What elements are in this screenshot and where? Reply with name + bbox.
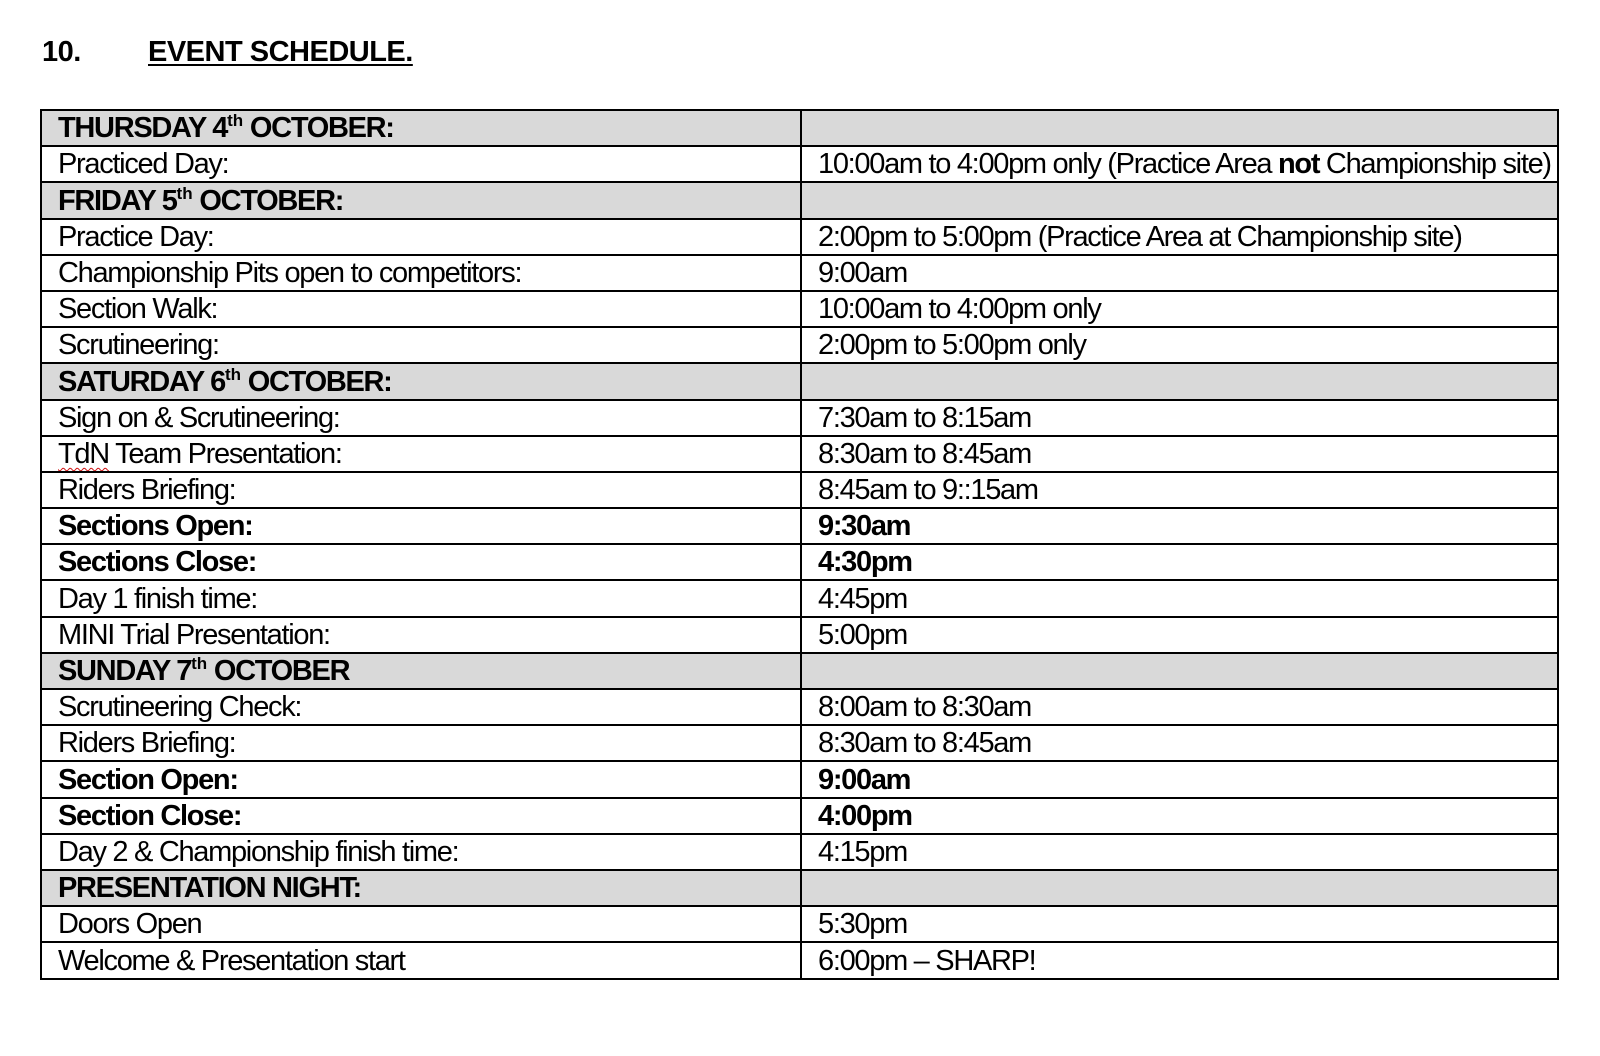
day-time-cell [801,182,1558,218]
schedule-row [41,400,1558,436]
activity-time: 9:00am [801,255,1558,291]
day-header-row [41,653,1558,689]
day-label: THURSDAY 4th OCTOBER: [41,110,801,146]
activity-label: Sections Open: [41,508,801,544]
activity-label: Section Walk: [41,291,801,327]
activity-label: Day 1 finish time: [41,580,801,616]
day-header-row [41,110,1558,146]
activity-label: Scrutineering Check: [41,689,801,725]
day-time-cell [801,870,1558,906]
activity-time: 10:00am to 4:00pm only (Practice Area not Championship site) [801,146,1558,182]
day-header-row [41,182,1558,218]
activity-time: 5:00pm [801,617,1558,653]
activity-label: Riders Briefing: [41,472,801,508]
activity-label: Day 2 & Championship finish time: [41,834,801,870]
activity-time: 4:45pm [801,580,1558,616]
schedule-row [41,436,1558,472]
schedule-row [41,472,1558,508]
day-time-cell [801,363,1558,399]
schedule-row [41,580,1558,616]
schedule-row-bold [41,798,1558,834]
day-time-cell [801,110,1558,146]
activity-label: Sign on & Scrutineering: [41,400,801,436]
schedule-row [41,942,1558,978]
activity-label: Practiced Day: [41,146,801,182]
activity-time: 8:30am to 8:45am [801,725,1558,761]
activity-time: 4:30pm [801,544,1558,580]
activity-time: 7:30am to 8:15am [801,400,1558,436]
activity-label: Championship Pits open to competitors: [41,255,801,291]
schedule-row [41,146,1558,182]
activity-time: 8:45am to 9::15am [801,472,1558,508]
event-schedule-table [40,109,1559,980]
section-number: 10. [42,36,81,68]
day-label: SATURDAY 6th OCTOBER: [41,363,801,399]
activity-label: Section Open: [41,761,801,797]
activity-time: 2:00pm to 5:00pm (Practice Area at Championship site) [801,219,1558,255]
activity-label: Sections Close: [41,544,801,580]
day-label: FRIDAY 5th OCTOBER: [41,182,801,218]
activity-time: 8:30am to 8:45am [801,436,1558,472]
schedule-row [41,255,1558,291]
activity-time: 9:30am [801,508,1558,544]
activity-label: Welcome & Presentation start [41,942,801,978]
activity-time: 6:00pm – SHARP! [801,942,1558,978]
activity-time: 10:00am to 4:00pm only [801,291,1558,327]
schedule-row-bold [41,508,1558,544]
schedule-row [41,906,1558,942]
activity-label: Practice Day: [41,219,801,255]
day-label: PRESENTATION NIGHT: [41,870,801,906]
spellcheck-word: TdN [58,437,109,470]
schedule-row [41,327,1558,363]
day-header-row [41,870,1558,906]
activity-time: 2:00pm to 5:00pm only [801,327,1558,363]
schedule-row-bold [41,544,1558,580]
schedule-row [41,291,1558,327]
schedule-row [41,617,1558,653]
activity-time: 4:00pm [801,798,1558,834]
activity-time: 4:15pm [801,834,1558,870]
activity-time: 5:30pm [801,906,1558,942]
schedule-row [41,689,1558,725]
schedule-row [41,219,1558,255]
activity-label: TdN Team Presentation: [41,436,801,472]
day-label: SUNDAY 7th OCTOBER [41,653,801,689]
day-time-cell [801,653,1558,689]
schedule-row [41,725,1558,761]
activity-time: 9:00am [801,761,1558,797]
section-title: EVENT SCHEDULE. [148,36,413,68]
activity-label: MINI Trial Presentation: [41,617,801,653]
schedule-row [41,834,1558,870]
schedule-row-bold [41,761,1558,797]
activity-label: Doors Open [41,906,801,942]
activity-time: 8:00am to 8:30am [801,689,1558,725]
activity-label: Scrutineering: [41,327,801,363]
activity-label: Riders Briefing: [41,725,801,761]
day-header-row [41,363,1558,399]
activity-label: Section Close: [41,798,801,834]
